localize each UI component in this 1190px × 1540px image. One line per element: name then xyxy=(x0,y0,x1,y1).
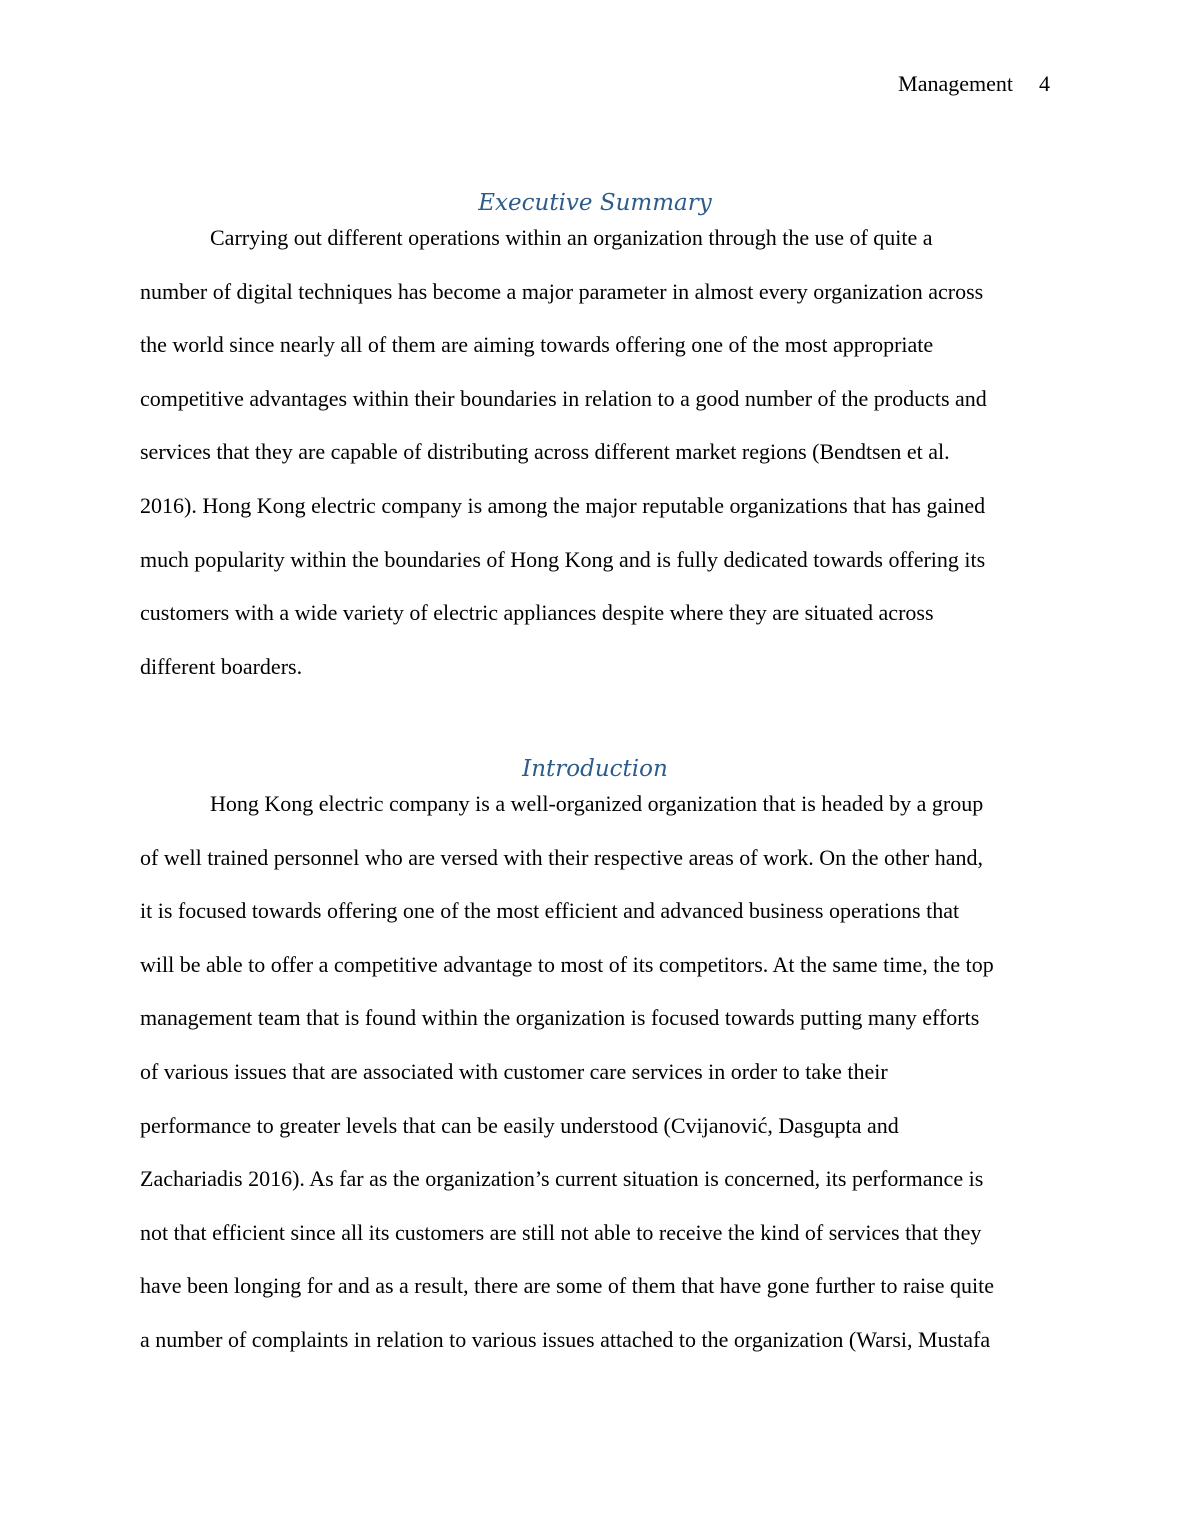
introduction-heading: Introduction xyxy=(522,756,668,782)
executive-summary-paragraph xyxy=(140,224,1052,706)
paragraph-line: not that efficient since all its customers are still not able to receive the kind of services that they xyxy=(140,1219,982,1245)
paragraph-line: of well trained personnel who are versed with their respective areas of work. On the other hand, xyxy=(140,844,984,870)
paragraph-line: number of digital techniques has become a major parameter in almost every organization across xyxy=(140,278,984,304)
paragraph-line: customers with a wide variety of electric appliances despite where they are situated across xyxy=(140,600,934,626)
running-header xyxy=(898,70,1050,98)
paragraph-line: it is focused towards offering one of the most efficient and advanced business operations that xyxy=(140,898,960,924)
paragraph-line: a number of complaints in relation to various issues attached to the organization (Warsi, Mustafa xyxy=(140,1326,991,1352)
paragraph-line: different boarders. xyxy=(140,653,303,679)
header-title: Management xyxy=(898,71,1013,96)
paragraph-line: Carrying out different operations within an organization through the use of quite a xyxy=(210,225,933,250)
paragraph-line: competitive advantages within their boundaries in relation to a good number of the products and xyxy=(140,385,987,411)
paragraph-line: management team that is found within the organization is focused towards putting many efforts xyxy=(140,1005,980,1031)
paragraph-line: have been longing for and as a result, there are some of them that have gone further to raise quite xyxy=(140,1273,995,1299)
page-number: 4 xyxy=(1039,71,1050,96)
executive-summary-heading: Executive Summary xyxy=(478,190,712,216)
introduction-paragraph xyxy=(140,790,1052,1380)
paragraph-line: Zachariadis 2016). As far as the organization’s current situation is concerned, its performance is xyxy=(140,1166,984,1192)
paragraph-line: will be able to offer a competitive advantage to most of its competitors. At the same time, the top xyxy=(140,951,994,977)
paragraph-line: services that they are capable of distributing across different market regions (Bendtsen et al. xyxy=(140,439,950,465)
paragraph-line: the world since nearly all of them are aiming towards offering one of the most appropriate xyxy=(140,332,934,358)
paragraph-line: much popularity within the boundaries of Hong Kong and is fully dedicated towards offering its xyxy=(140,546,986,572)
paragraph-line: performance to greater levels that can be easily understood (Cvijanović, Dasgupta and xyxy=(140,1112,899,1138)
paragraph-line: Hong Kong electric company is a well-organized organization that is headed by a group xyxy=(210,791,984,816)
paragraph-line: of various issues that are associated with customer care services in order to take their xyxy=(140,1058,888,1084)
paragraph-line: 2016). Hong Kong electric company is among the major reputable organizations that has gained xyxy=(140,492,986,518)
